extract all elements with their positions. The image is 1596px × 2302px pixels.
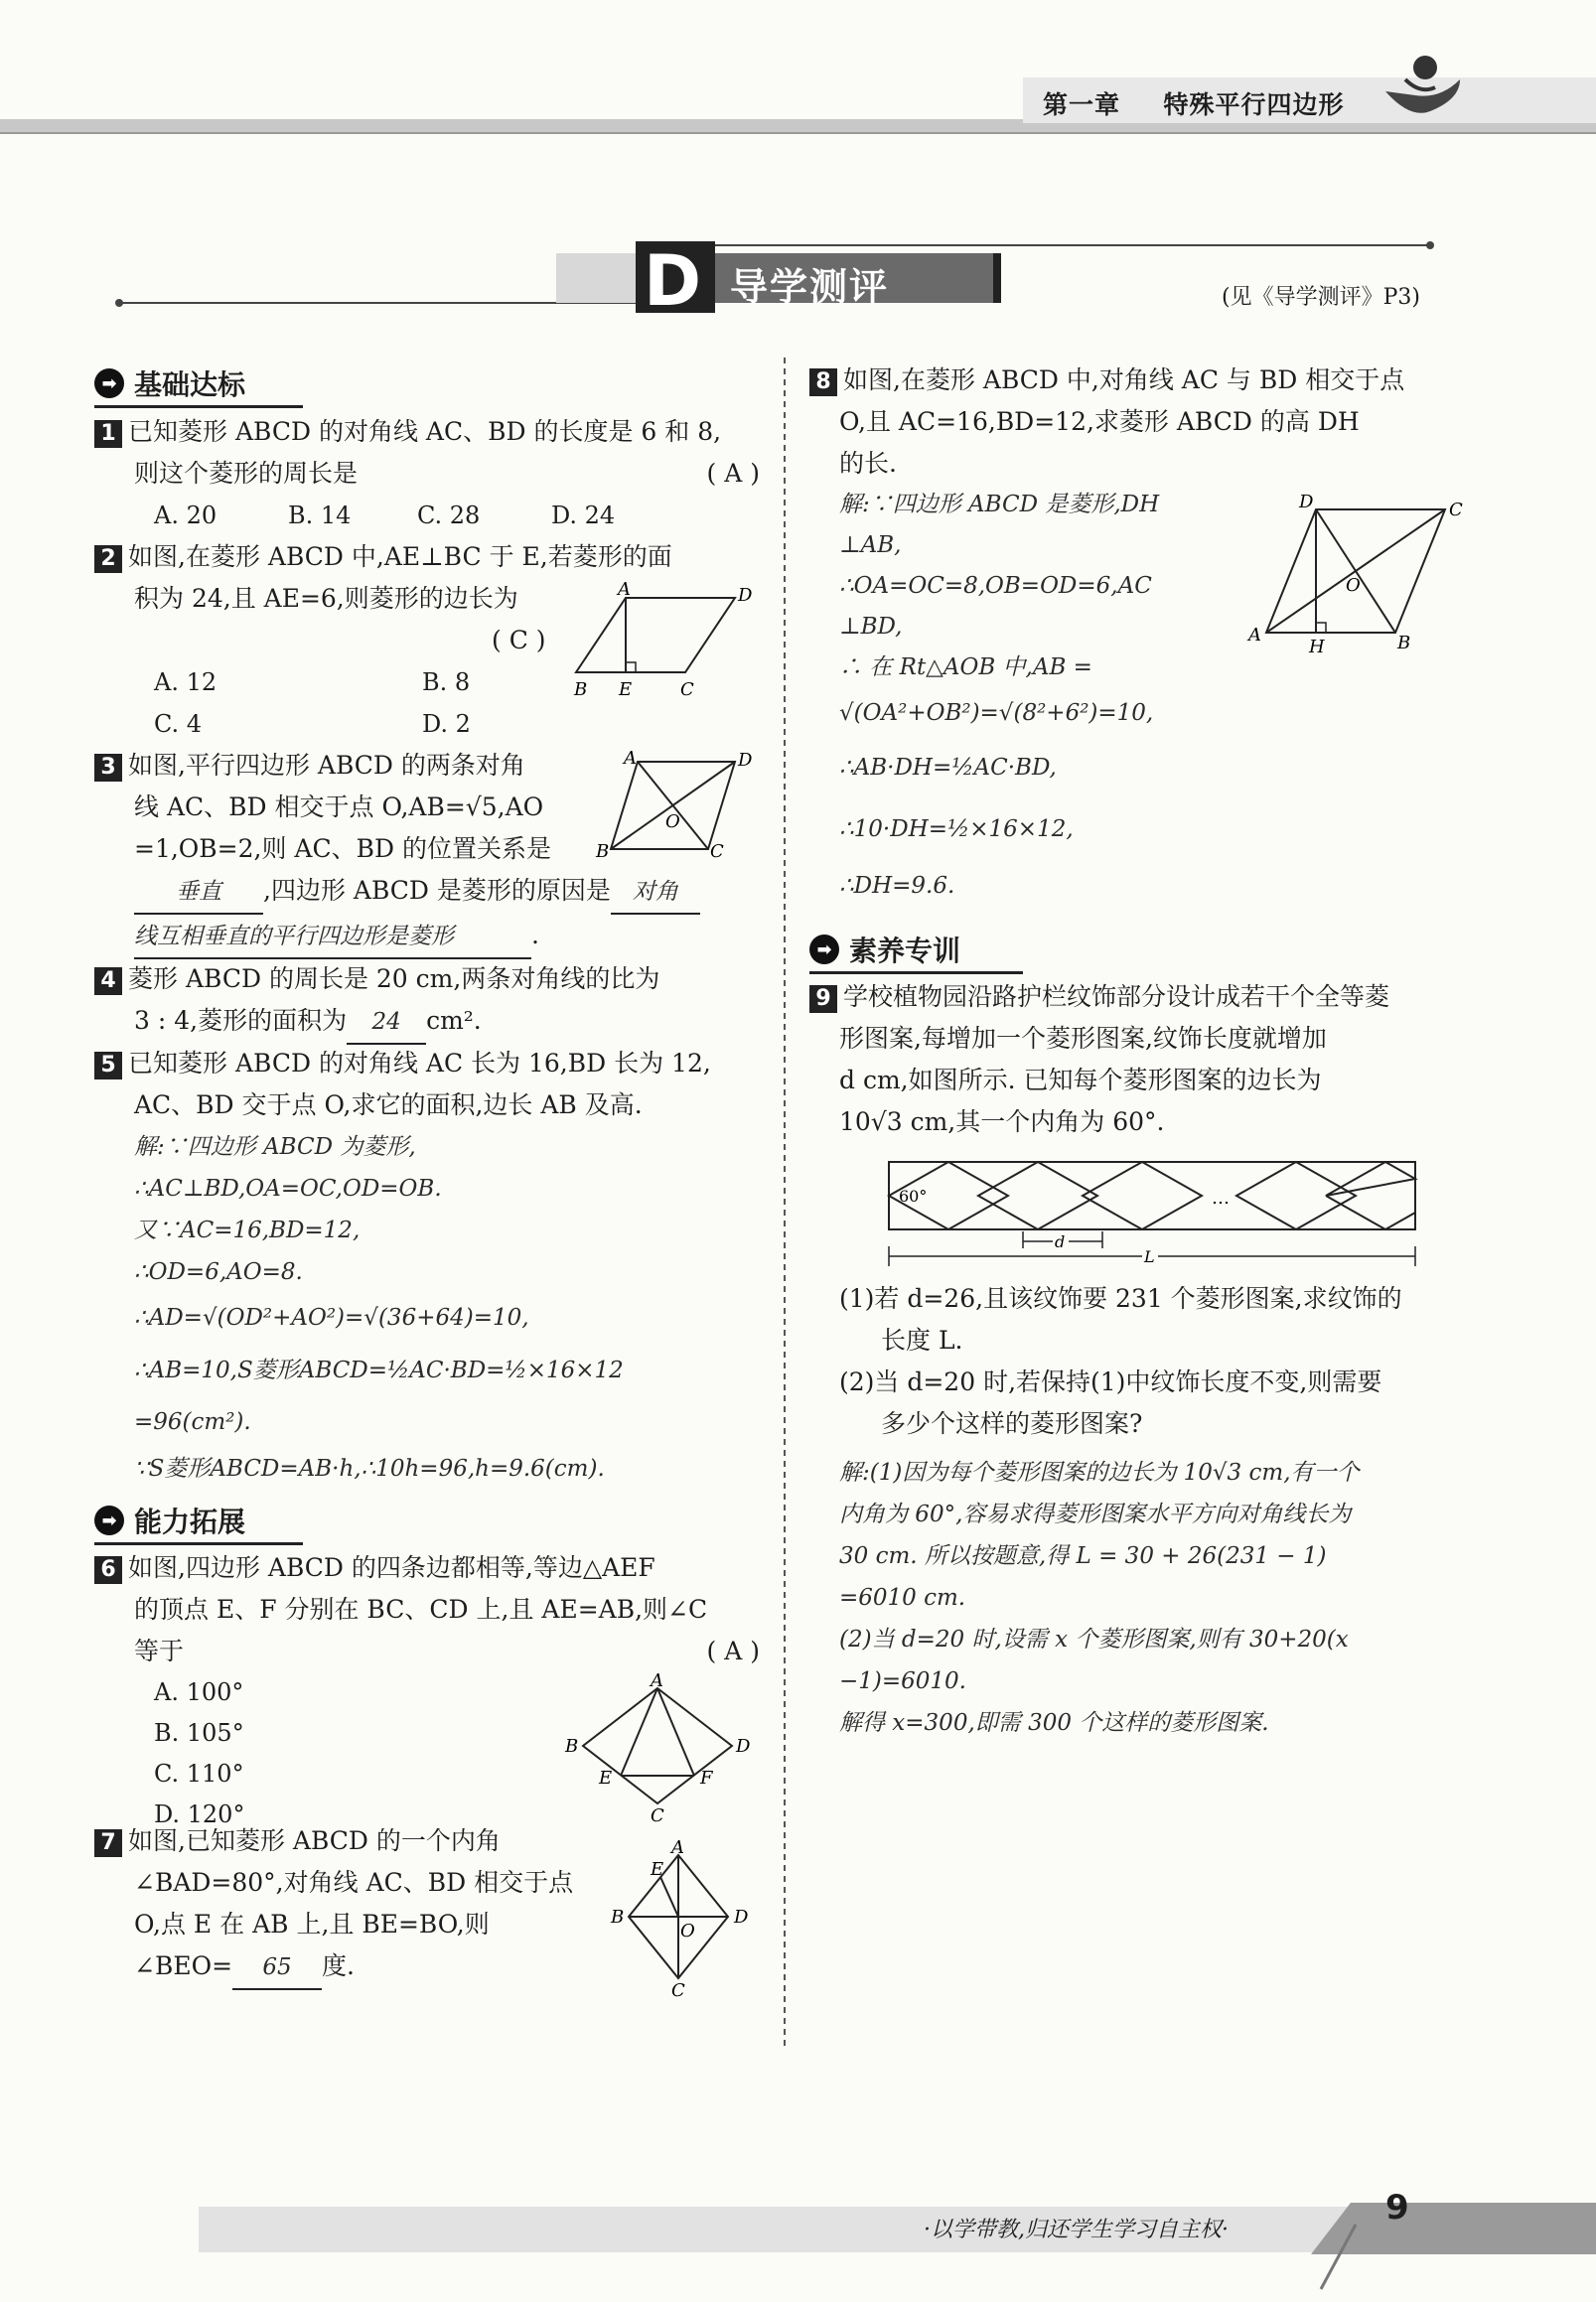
label-d: D — [736, 1736, 751, 1757]
label-e: E — [619, 679, 633, 700]
q6-line2: 的顶点 E、F 分别在 BC、CD 上,且 AE=AB,则∠C — [134, 1595, 708, 1624]
label-d: D — [738, 585, 753, 606]
q6-option-b: B. 105° — [154, 1719, 244, 1747]
q4-line2a: 3 : 4,菱形的面积为 — [134, 1006, 348, 1035]
q1-line1: 已知菱形 ABCD 的对角线 AC、BD 的长度是 6 和 8, — [128, 417, 722, 446]
q1-option-d: D. 24 — [551, 502, 616, 529]
question-9 — [809, 976, 1475, 1143]
q8-solution-5: ∴ 在 Rt△AOB 中,AB = — [839, 654, 1092, 680]
q7-figure — [611, 1835, 760, 1999]
q4-line1: 菱形 ABCD 的周长是 20 cm,两条对角线的比为 — [128, 964, 660, 993]
tag-basic-label: 基础达标 — [134, 368, 246, 401]
chapter-heading — [1043, 85, 1344, 121]
q8-solution-1: 解:∵四边形 ABCD 是菱形,DH — [839, 492, 1160, 517]
d-label: d — [1055, 1232, 1066, 1251]
q3-line1: 如图,平行四边形 ABCD 的两条对角 — [128, 751, 525, 780]
q2-line1: 如图,在菱形 ABCD 中,AE⊥BC 于 E,若菱形的面 — [128, 542, 672, 571]
label-o: O — [680, 1921, 695, 1942]
q9-line4: 10√3 cm,其一个内角为 60°. — [839, 1107, 1165, 1136]
arrow-icon: ➡ — [94, 368, 124, 398]
q8-solution-8: ∴10·DH=½×16×12, — [839, 816, 1074, 842]
label-h: H — [1309, 637, 1325, 657]
q5-solution-3: 又∵AC=16,BD=12, — [134, 1218, 361, 1243]
question-1 — [94, 411, 760, 536]
tag-ability-label: 能力拓展 — [134, 1506, 246, 1538]
header-band — [0, 0, 1596, 149]
q3-line2: 线 AC、BD 相交于点 O,AB=√5,AO — [134, 792, 544, 821]
q1-answer: ( A ) — [706, 459, 760, 488]
question-number: 6 — [94, 1556, 122, 1584]
label-a: A — [1248, 625, 1261, 646]
q2-answer: ( C ) — [492, 626, 546, 654]
q8-solution-3: ∴OA=OC=8,OB=OD=6,AC — [839, 573, 1152, 599]
q8-solution-4: ⊥BD, — [839, 614, 903, 640]
q6-option-a: A. 100° — [154, 1678, 244, 1706]
q8-figure — [1246, 492, 1475, 655]
label-d: D — [738, 750, 753, 771]
label-d: D — [1299, 492, 1314, 512]
column-divider — [783, 358, 787, 2046]
q5-solution-7: =96(cm²). — [134, 1409, 251, 1435]
q8-solution-2: ⊥AB, — [839, 532, 902, 558]
q9-solution-5: (2)当 d=20 时,设需 x 个菱形图案,则有 30+20(x — [839, 1627, 1349, 1653]
q9-solution — [839, 1452, 1475, 1744]
q5-solution-4: ∴OD=6,AO=8. — [134, 1259, 303, 1285]
q8-line1: 如图,在菱形 ABCD 中,对角线 AC 与 BD 相交于点 — [843, 365, 1405, 394]
q6-option-d: D. 120° — [154, 1800, 245, 1828]
q9-solution-6: −1)=6010. — [839, 1668, 966, 1694]
q9-solution-3: 30 cm. 所以按题意,得 L = 30 + 26(231 − 1) — [839, 1543, 1327, 1569]
q4-blank: 24 — [347, 1001, 426, 1045]
q9-part1b: 长度 L. — [881, 1326, 963, 1355]
q6-line3: 等于 — [134, 1637, 185, 1665]
question-number: 7 — [94, 1829, 122, 1857]
question-number: 9 — [809, 985, 837, 1013]
ellipsis-label: … — [1212, 1188, 1230, 1209]
q3-line4: ,四边形 ABCD 是菱形的原因是 — [263, 876, 611, 905]
q5-solution-8: ∵S菱形ABCD=AB·h,∴10h=96,h=9.6(cm). — [134, 1456, 605, 1482]
question-number: 4 — [94, 967, 122, 995]
q5-solution-6: ∴AB=10,S菱形ABCD=½AC·BD=½×16×12 — [134, 1358, 624, 1383]
label-c: C — [671, 1980, 685, 2001]
tag-literacy — [809, 929, 1023, 970]
q3-blank-1: 垂直 — [134, 871, 263, 915]
q7-line4b: 度. — [322, 1951, 355, 1980]
q9-solution-2: 内角为 60°,容易求得菱形图案水平方向对角线长为 — [839, 1502, 1352, 1527]
q9-part2b: 多少个这样的菱形图案? — [881, 1409, 1143, 1438]
footer-band — [0, 2195, 1596, 2302]
question-4 — [94, 958, 760, 1045]
label-o: O — [665, 811, 680, 832]
label-b: B — [574, 679, 588, 700]
label-e: E — [599, 1768, 613, 1789]
question-number: 1 — [94, 420, 122, 448]
q9-line3: d cm,如图所示. 已知每个菱形图案的边长为 — [839, 1066, 1322, 1094]
section-letter: D — [644, 240, 702, 322]
arrow-icon: ➡ — [809, 935, 839, 964]
q5-line2: AC、BD 交于点 O,求它的面积,边长 AB 及高. — [134, 1090, 643, 1119]
label-f: F — [700, 1768, 713, 1789]
label-a: A — [618, 579, 631, 600]
arrow-icon: ➡ — [94, 1506, 124, 1535]
q2-figure — [576, 581, 765, 705]
question-5 — [94, 1043, 780, 1492]
question-number: 5 — [94, 1052, 122, 1079]
q7-line3: O,点 E 在 AB 上,且 BE=BO,则 — [134, 1910, 490, 1939]
label-b: B — [565, 1736, 579, 1757]
section-title: 导学测评 — [730, 265, 890, 309]
q5-solution-1: 解:∵四边形 ABCD 为菱形, — [134, 1134, 416, 1160]
q2-line2: 积为 24,且 AE=6,则菱形的边长为 — [134, 584, 518, 613]
q2-option-c: C. 4 — [154, 710, 203, 738]
label-a: A — [671, 1837, 684, 1858]
q5-solution-5: ∴AD=√(OD²+AO²)=√(36+64)=10, — [134, 1305, 529, 1331]
q9-figure — [884, 1157, 1420, 1271]
q1-option-a: A. 20 — [154, 502, 218, 529]
chapter-title: 特殊平行四边形 — [1163, 90, 1345, 119]
q6-option-c: C. 110° — [154, 1760, 244, 1788]
q4-line2b: cm². — [426, 1006, 482, 1035]
q1-option-c: C. 28 — [417, 502, 481, 529]
footer-motto: ·以学带教,归还学生学习自主权· — [924, 2218, 1229, 2242]
q9-parts — [839, 1278, 1475, 1445]
tag-literacy-label: 素养专训 — [849, 935, 961, 967]
q9-part2a: (2)当 d=20 时,若保持(1)中纹饰长度不变,则需要 — [839, 1367, 1382, 1396]
l-label: L — [1144, 1247, 1155, 1266]
label-c: C — [1449, 500, 1463, 520]
label-b: B — [1397, 633, 1411, 653]
q7-line4a: ∠BEO= — [134, 1951, 233, 1980]
q1-line2: 则这个菱形的周长是 — [134, 459, 359, 488]
q2-option-a: A. 12 — [154, 668, 218, 696]
page-number: 9 — [1385, 2188, 1409, 2228]
label-b: B — [596, 841, 610, 862]
q3-blank-2b: 线互相垂直的平行四边形是菱形 — [134, 916, 531, 959]
q8-line2: O,且 AC=16,BD=12,求菱形 ABCD 的高 DH — [839, 407, 1360, 436]
q5-line1: 已知菱形 ABCD 的对角线 AC 长为 16,BD 长为 12, — [128, 1049, 711, 1078]
q5-solution-2: ∴AC⊥BD,OA=OC,OD=OB. — [134, 1176, 442, 1202]
q8-line3: 的长. — [839, 449, 897, 478]
q9-part1a: (1)若 d=26,且该纹饰要 231 个菱形图案,求纹饰的 — [839, 1284, 1402, 1313]
q6-line1: 如图,四边形 ABCD 的四条边都相等,等边△AEF — [128, 1553, 655, 1582]
q7-blank: 65 — [232, 1946, 322, 1990]
label-e: E — [651, 1859, 664, 1880]
q3-figure — [596, 750, 755, 864]
q9-line2: 形图案,每增加一个菱形图案,纹饰长度就增加 — [839, 1024, 1327, 1053]
label-d: D — [734, 1907, 749, 1928]
tag-basic — [94, 362, 303, 404]
q3-end: . — [531, 921, 539, 949]
label-a: A — [624, 748, 637, 769]
q3-line3: =1,OB=2,则 AC、BD 的位置关系是 — [134, 834, 551, 863]
angle-label: 60° — [899, 1187, 928, 1206]
label-c: C — [680, 679, 694, 700]
label-c: C — [710, 841, 724, 862]
chapter-number: 第一章 — [1043, 90, 1121, 119]
q3-blank-2a: 对角 — [611, 871, 700, 915]
q2-option-d: D. 2 — [422, 710, 471, 738]
section-reference: (见《导学测评》P3) — [1222, 285, 1420, 310]
q8-solution-7: ∴AB·DH=½AC·BD, — [839, 755, 1057, 781]
q6-answer: ( A ) — [706, 1637, 760, 1665]
q6-figure — [561, 1670, 760, 1826]
question-number: 2 — [94, 545, 122, 573]
question-number: 8 — [809, 368, 837, 396]
q9-solution-7: 解得 x=300,即需 300 个这样的菱形图案. — [839, 1710, 1269, 1736]
q2-option-b: B. 8 — [422, 668, 471, 696]
q7-line2: ∠BAD=80°,对角线 AC、BD 相交于点 — [134, 1868, 574, 1897]
tag-ability — [94, 1500, 303, 1541]
q8-solution-9: ∴DH=9.6. — [839, 873, 955, 899]
q1-option-b: B. 14 — [288, 502, 352, 529]
label-b: B — [611, 1907, 625, 1928]
q8-solution-6: √(OA²+OB²)=√(8²+6²)=10, — [839, 700, 1154, 726]
q7-line1: 如图,已知菱形 ABCD 的一个内角 — [128, 1826, 501, 1855]
q9-solution-4: =6010 cm. — [839, 1585, 966, 1611]
label-c: C — [651, 1805, 664, 1826]
q9-line1: 学校植物园沿路护栏纹饰部分设计成若干个全等菱 — [843, 982, 1390, 1011]
question-number: 3 — [94, 754, 122, 782]
q9-solution-1: 解:(1)因为每个菱形图案的边长为 10√3 cm,有一个 — [839, 1460, 1360, 1486]
label-o: O — [1346, 575, 1361, 596]
label-a: A — [651, 1670, 663, 1691]
